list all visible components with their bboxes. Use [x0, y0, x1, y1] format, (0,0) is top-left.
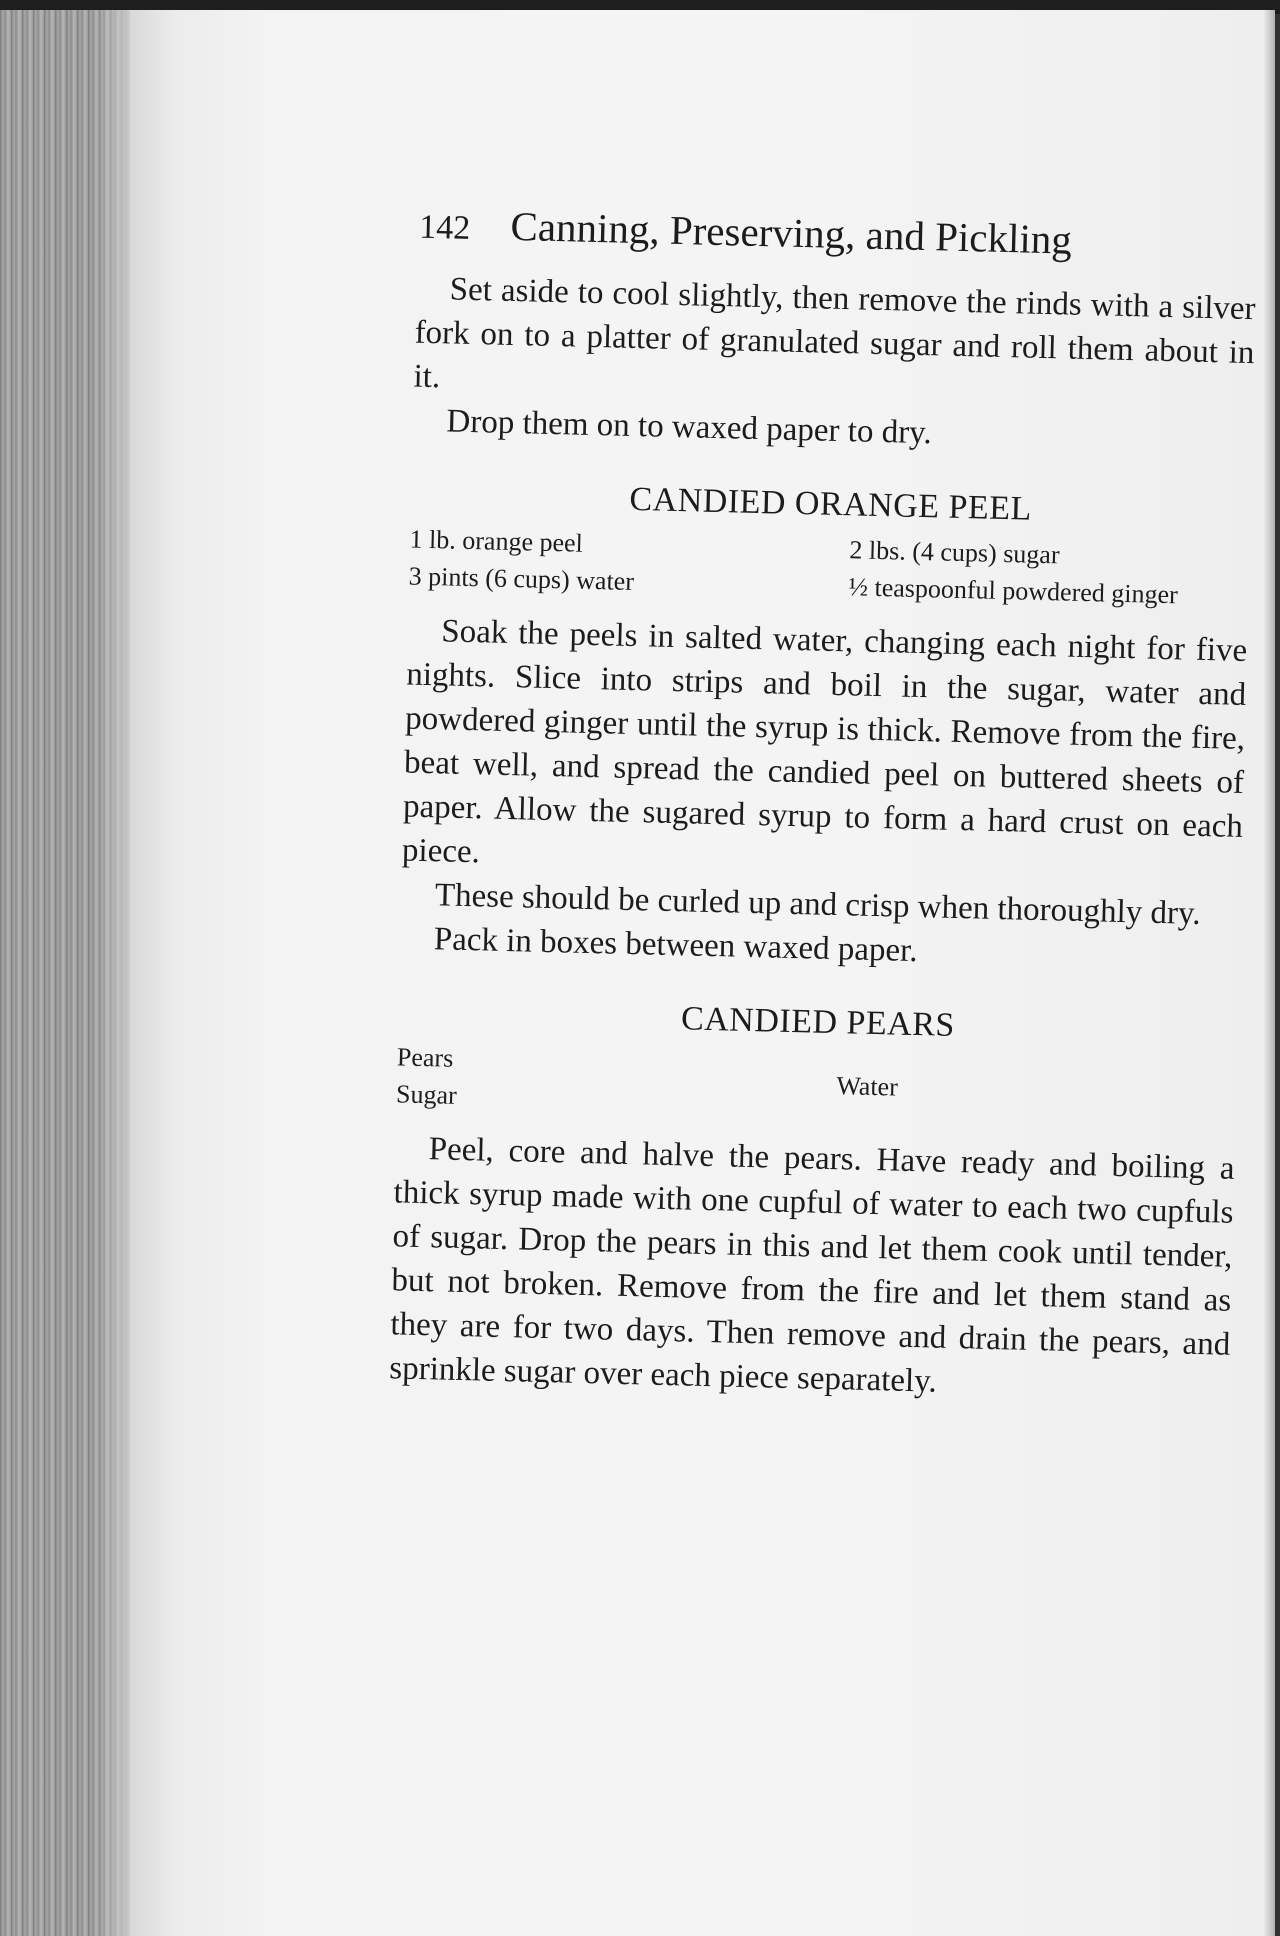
ingredient-item: 1 lb. orange peel	[409, 524, 584, 558]
page-gutter-shadow	[1263, 10, 1275, 1936]
intro-section	[412, 267, 1256, 463]
ingredient-column-left	[396, 1038, 818, 1122]
recipe-title: CANDIED PEARS	[680, 1000, 956, 1044]
page-content	[241, 195, 1265, 1411]
ingredient-item: Sugar	[395, 1079, 458, 1110]
recipe-title: CANDIED ORANGE PEEL	[629, 480, 1033, 528]
book-page-edges	[0, 10, 135, 1936]
ingredient-item: 2 lbs. (4 cups) sugar	[849, 535, 1060, 570]
page-number: 142	[418, 208, 471, 247]
ingredient-item: Pears	[396, 1042, 454, 1073]
ingredient-column-left	[408, 521, 830, 605]
ingredient-column-right	[828, 531, 1250, 615]
intro-paragraph: Set aside to cool slightly, then remove the rinds with a silver fork on to a platter of granulated sugar and roll them about in it.	[413, 271, 1256, 396]
recipe-paragraph: Peel, core and halve the pears. Have ready and boiling a thick syrup made with one cupful of water to each two cupfuls of sugar. Drop the pears in this and let them cook until tender, but not broken. Remove from the fire and let them stand as they are for two days. Then remove and drain the pears, and sprinkle sugar over each piece separately.	[388, 1131, 1235, 1400]
running-title: Canning, Preserving, and Pickling	[510, 202, 1073, 263]
ingredient-column-right	[815, 1049, 1237, 1133]
recipe-paragraph: Pack in boxes between waxed paper.	[433, 921, 919, 970]
ingredient-item: ½ teaspoonful powdered ginger	[848, 572, 1179, 610]
recipe-paragraph: Soak the peels in salted water, changing each night for five nights. Slice into strips and boil in the sugar, water and powdered ginger until the syrup is thick. Remove from the fire, beat well, and spread the candied peel on buttered sheets of paper. Allow the sugared syrup to form a hard crust on each piece.	[401, 613, 1248, 871]
ingredient-item: Water	[836, 1071, 899, 1102]
recipe-candied-pears	[389, 990, 1239, 1410]
recipe-paragraph: These should be curled up and crisp when thoroughly dry.	[434, 877, 1202, 932]
recipe-candied-orange-peel	[399, 473, 1251, 981]
ingredient-item: 3 pints (6 cups) water	[408, 561, 635, 597]
intro-paragraph: Drop them on to waxed paper to dry.	[446, 403, 933, 452]
